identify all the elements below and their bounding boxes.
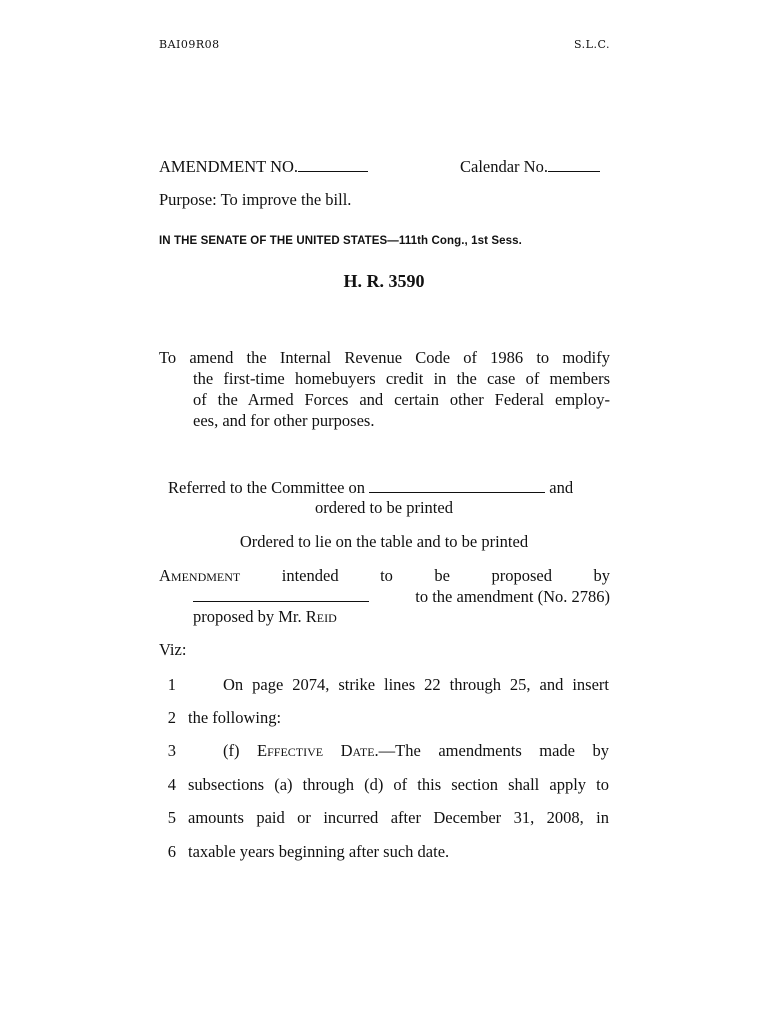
proposed-by-prefix: proposed by Mr.: [193, 607, 302, 626]
bill-text-line: taxable years beginning after such date.: [188, 842, 450, 861]
line-number: 3: [167, 741, 176, 760]
line-number: 6: [167, 842, 176, 861]
title-line-1: To amend the Internal Revenue Code of 1986 to modify: [159, 348, 610, 367]
by-word: by: [593, 566, 610, 585]
line-number: 4: [167, 775, 176, 794]
viz-label: Viz:: [159, 640, 187, 659]
bill-text-line: On page 2074, strike lines 22 through 25, and insert: [223, 675, 609, 694]
be-word: be: [434, 566, 450, 585]
proposer-name: Reid: [305, 607, 337, 626]
referred-line-1: [168, 478, 573, 499]
amendment-word: Amendment: [159, 566, 241, 585]
to-word: to: [380, 566, 393, 585]
referred-line-2: ordered to be printed: [315, 498, 453, 517]
senate-line: IN THE SENATE OF THE UNITED STATES—111th Cong., 1st Sess.: [159, 235, 522, 247]
line-number: 5: [167, 808, 176, 827]
calendar-number-label: Calendar No.: [460, 157, 548, 176]
bill-text-line: [188, 741, 609, 762]
proposed-word: proposed: [491, 566, 552, 585]
amendment-number-line: [159, 157, 368, 178]
subsection-label: (f): [223, 741, 240, 760]
ordered-to-lie: Ordered to lie on the table and to be printed: [239, 532, 529, 551]
bill-text-line: amounts paid or incurred after December 31, 2008, in: [188, 808, 609, 827]
subsection-text: —The amendments made by: [378, 741, 610, 760]
purpose: Purpose: To improve the bill.: [159, 190, 352, 209]
proposer-blank: [193, 600, 369, 602]
effective-date-heading: Effective Date.: [257, 741, 379, 760]
referred-prefix: Referred to the Committee on: [168, 478, 366, 497]
title-line-3: of the Armed Forces and certain other Federal employ-: [193, 390, 610, 409]
amendment-intended-line-1: [159, 566, 610, 587]
calendar-number-blank: [548, 170, 600, 172]
amendment-intended-line-3: [193, 607, 337, 628]
intended-word: intended: [281, 566, 339, 585]
calendar-number-line: [460, 157, 600, 178]
line-number: 2: [167, 708, 176, 727]
document-id: BAI09R08: [159, 38, 220, 51]
bill-number: H. R. 3590: [343, 271, 425, 291]
committee-blank: [369, 491, 545, 493]
title-line-2: the first-time homebuyers credit in the case of members: [193, 369, 610, 388]
referred-suffix: and: [549, 478, 574, 497]
line-number: 1: [167, 675, 176, 694]
amendment-reference: to the amendment (No. 2786): [415, 587, 610, 606]
bill-text-line: the following:: [188, 708, 282, 727]
amendment-intended-line-2: [193, 587, 610, 608]
bill-text-line: subsections (a) through (d) of this section shall apply to: [188, 775, 609, 794]
slc-marker: S.L.C.: [574, 38, 610, 51]
amendment-number-label: AMENDMENT NO.: [159, 157, 299, 176]
title-line-4: ees, and for other purposes.: [193, 411, 375, 430]
amendment-number-blank: [298, 170, 368, 172]
